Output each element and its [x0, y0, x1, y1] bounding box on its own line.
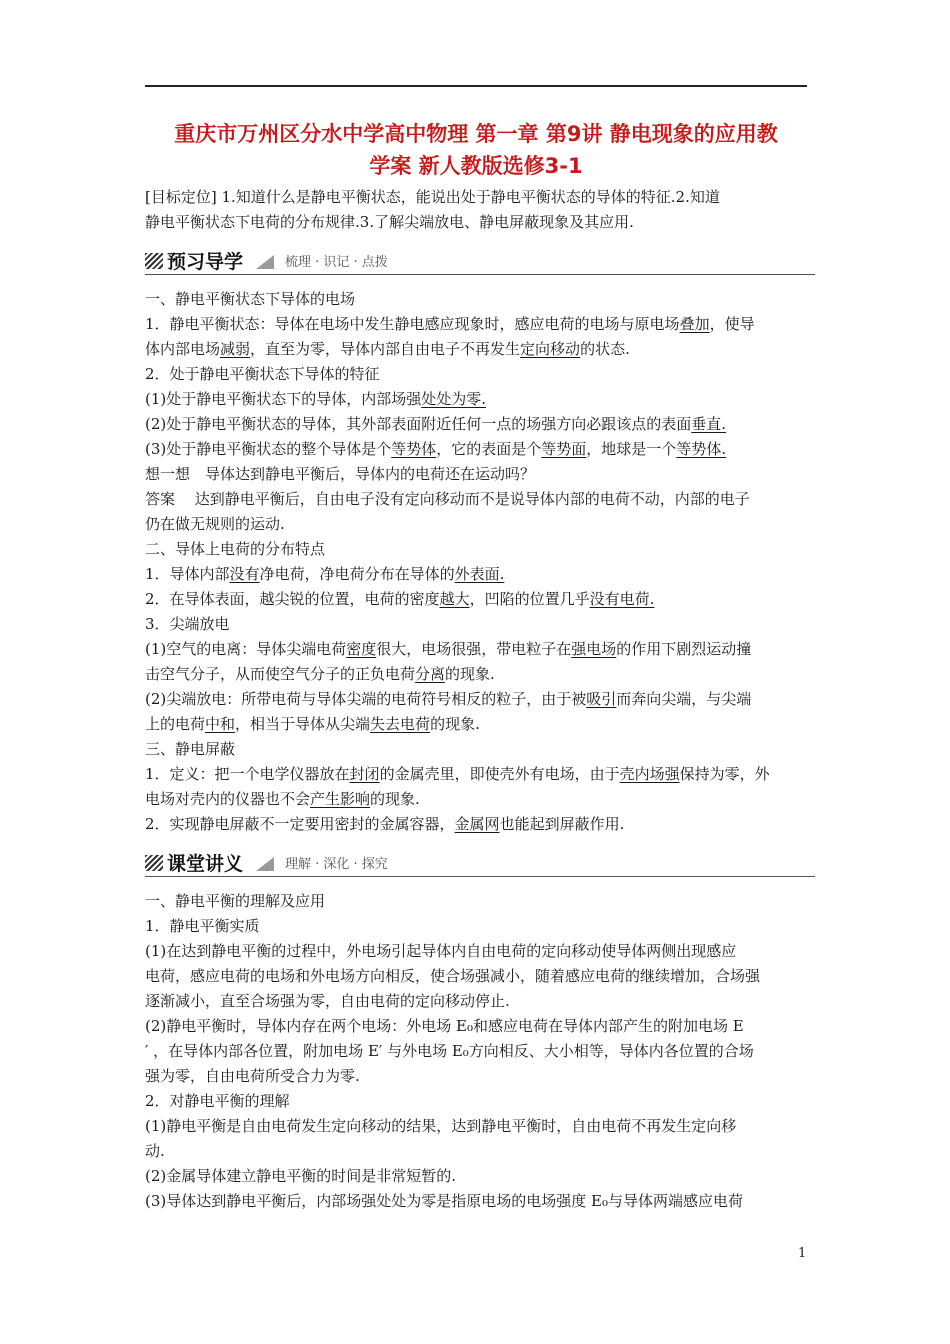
paragraph: 上的电荷中和，相当于导体从尖端失去电荷的现象.: [145, 715, 480, 733]
paragraph: (3)导体达到静电平衡后，内部场强处处为零是指原电场的电场强度 E₀与导体两端感应电荷: [145, 1192, 743, 1210]
preview-content: [145, 287, 815, 837]
paragraph: 1．静电平衡实质: [145, 917, 260, 935]
paragraph: 击空气分子，从而使空气分子的正负电荷分离的现象.: [145, 665, 495, 683]
section-stripe-icon: [145, 253, 163, 269]
section-title: 预习导学: [167, 251, 244, 273]
paragraph: 电场对壳内的仪器也不会产生影响的现象.: [145, 790, 420, 808]
paragraph: ′ ，在导体内部各位置，附加电场 E′ 与外电场 E₀方向相反、大小相等，导体内各位置的合场: [145, 1042, 754, 1060]
paragraph: 逐渐减小，直至合场强为零，自由电荷的定向移动停止.: [145, 992, 510, 1010]
paragraph: (3)处于静电平衡状态的整个导体是个等势体，它的表面是个等势面，地球是一个等势体.: [145, 440, 727, 458]
paragraph: (1)在达到静电平衡的过程中，外电场引起导体内自由电荷的定向移动使导体两侧出现感应: [145, 942, 737, 960]
paragraph: 1．静电平衡状态：导体在电场中发生静电感应现象时，感应电荷的电场与原电场叠加，使导: [145, 315, 755, 333]
lecture-content: [145, 889, 815, 1214]
paragraph: 想一想 导体达到静电平衡后，导体内的电荷还在运动吗？: [145, 465, 536, 483]
paragraph: 3．尖端放电: [145, 615, 230, 633]
heading: 三、静电屏蔽: [145, 740, 236, 758]
learning-goals: [145, 185, 815, 235]
title-line-2: 学案 新人教版选修3-1: [369, 154, 583, 178]
section-subtitle: 理解 · 深化 · 探究: [285, 857, 388, 872]
page-number: 1: [798, 1246, 807, 1261]
paragraph: (1)空气的电离：导体尖端电荷密度很大，电场很强，带电粒子在强电场的作用下剧烈运动撞: [145, 640, 752, 658]
paragraph: (2)金属导体建立静电平衡的时间是非常短暂的.: [145, 1167, 457, 1185]
paragraph: 2．对静电平衡的理解: [145, 1092, 290, 1110]
paragraph: 强为零，自由电荷所受合力为零.: [145, 1067, 360, 1085]
paragraph: (1)静电平衡是自由电荷发生定向移动的结果，达到静电平衡时，自由电荷不再发生定向移: [145, 1117, 737, 1135]
paragraph: 1．导体内部没有净电荷，净电荷分布在导体的外表面.: [145, 565, 505, 583]
paragraph: 动.: [145, 1142, 165, 1160]
paragraph: 2．在导体表面，越尖锐的位置，电荷的密度越大，凹陷的位置几乎没有电荷.: [145, 590, 655, 608]
paragraph: (2)处于静电平衡状态的导体，其外部表面附近任何一点的场强方向必跟该点的表面垂直.: [145, 415, 727, 433]
section-stripe-icon: [145, 855, 163, 871]
goal-line-2: 静电平衡状态下电荷的分布规律.3.了解尖端放电、静电屏蔽现象及其应用.: [145, 213, 634, 231]
paragraph: 1．定义：把一个电学仪器放在封闭的金属壳里，即使壳外有电场，由于壳内场强保持为零，外: [145, 765, 770, 783]
heading: 二、导体上电荷的分布特点: [145, 540, 326, 558]
section-triangle-icon: [256, 255, 274, 269]
document-title: [138, 118, 814, 182]
top-rule: [145, 85, 807, 87]
paragraph: (2)静电平衡时，导体内存在两个电场：外电场 E₀和感应电荷在导体内部产生的附加电场 E: [145, 1017, 744, 1035]
paragraph: (1)处于静电平衡状态下的导体，内部场强处处为零.: [145, 390, 487, 408]
paragraph: 体内部电场减弱，直至为零，导体内部自由电子不再发生定向移动的状态.: [145, 340, 630, 358]
paragraph: (2)尖端放电：所带电荷与导体尖端的电荷符号相反的粒子，由于被吸引而奔向尖端，与尖端: [145, 690, 752, 708]
title-line-1: 重庆市万州区分水中学高中物理 第一章 第9讲 静电现象的应用教: [174, 122, 778, 146]
section-rule: [145, 274, 815, 275]
paragraph: 仍在做无规则的运动.: [145, 515, 285, 533]
section-subtitle: 梳理 · 识记 · 点拨: [285, 255, 388, 270]
goal-line-1: [目标定位] 1.知道什么是静电平衡状态，能说出处于静电平衡状态的导体的特征.2.知道: [145, 188, 720, 206]
paragraph: 答案 达到静电平衡后，自由电子没有定向移动而不是说导体内部的电荷不动，内部的电子: [145, 490, 750, 508]
paragraph: 2．处于静电平衡状态下导体的特征: [145, 365, 380, 383]
section-header-lecture: [145, 849, 815, 879]
section-title: 课堂讲义: [167, 853, 244, 875]
section-header-preview: [145, 247, 815, 277]
heading: 一、静电平衡状态下导体的电场: [145, 290, 356, 308]
paragraph: 电荷，感应电荷的电场和外电场方向相反，使合场强减小，随着感应电荷的继续增加，合场强: [145, 967, 761, 985]
heading: 一、静电平衡的理解及应用: [145, 892, 326, 910]
section-triangle-icon: [256, 857, 274, 871]
paragraph: 2．实现静电屏蔽不一定要用密封的金属容器，金属网也能起到屏蔽作用.: [145, 815, 625, 833]
section-rule: [145, 876, 815, 877]
